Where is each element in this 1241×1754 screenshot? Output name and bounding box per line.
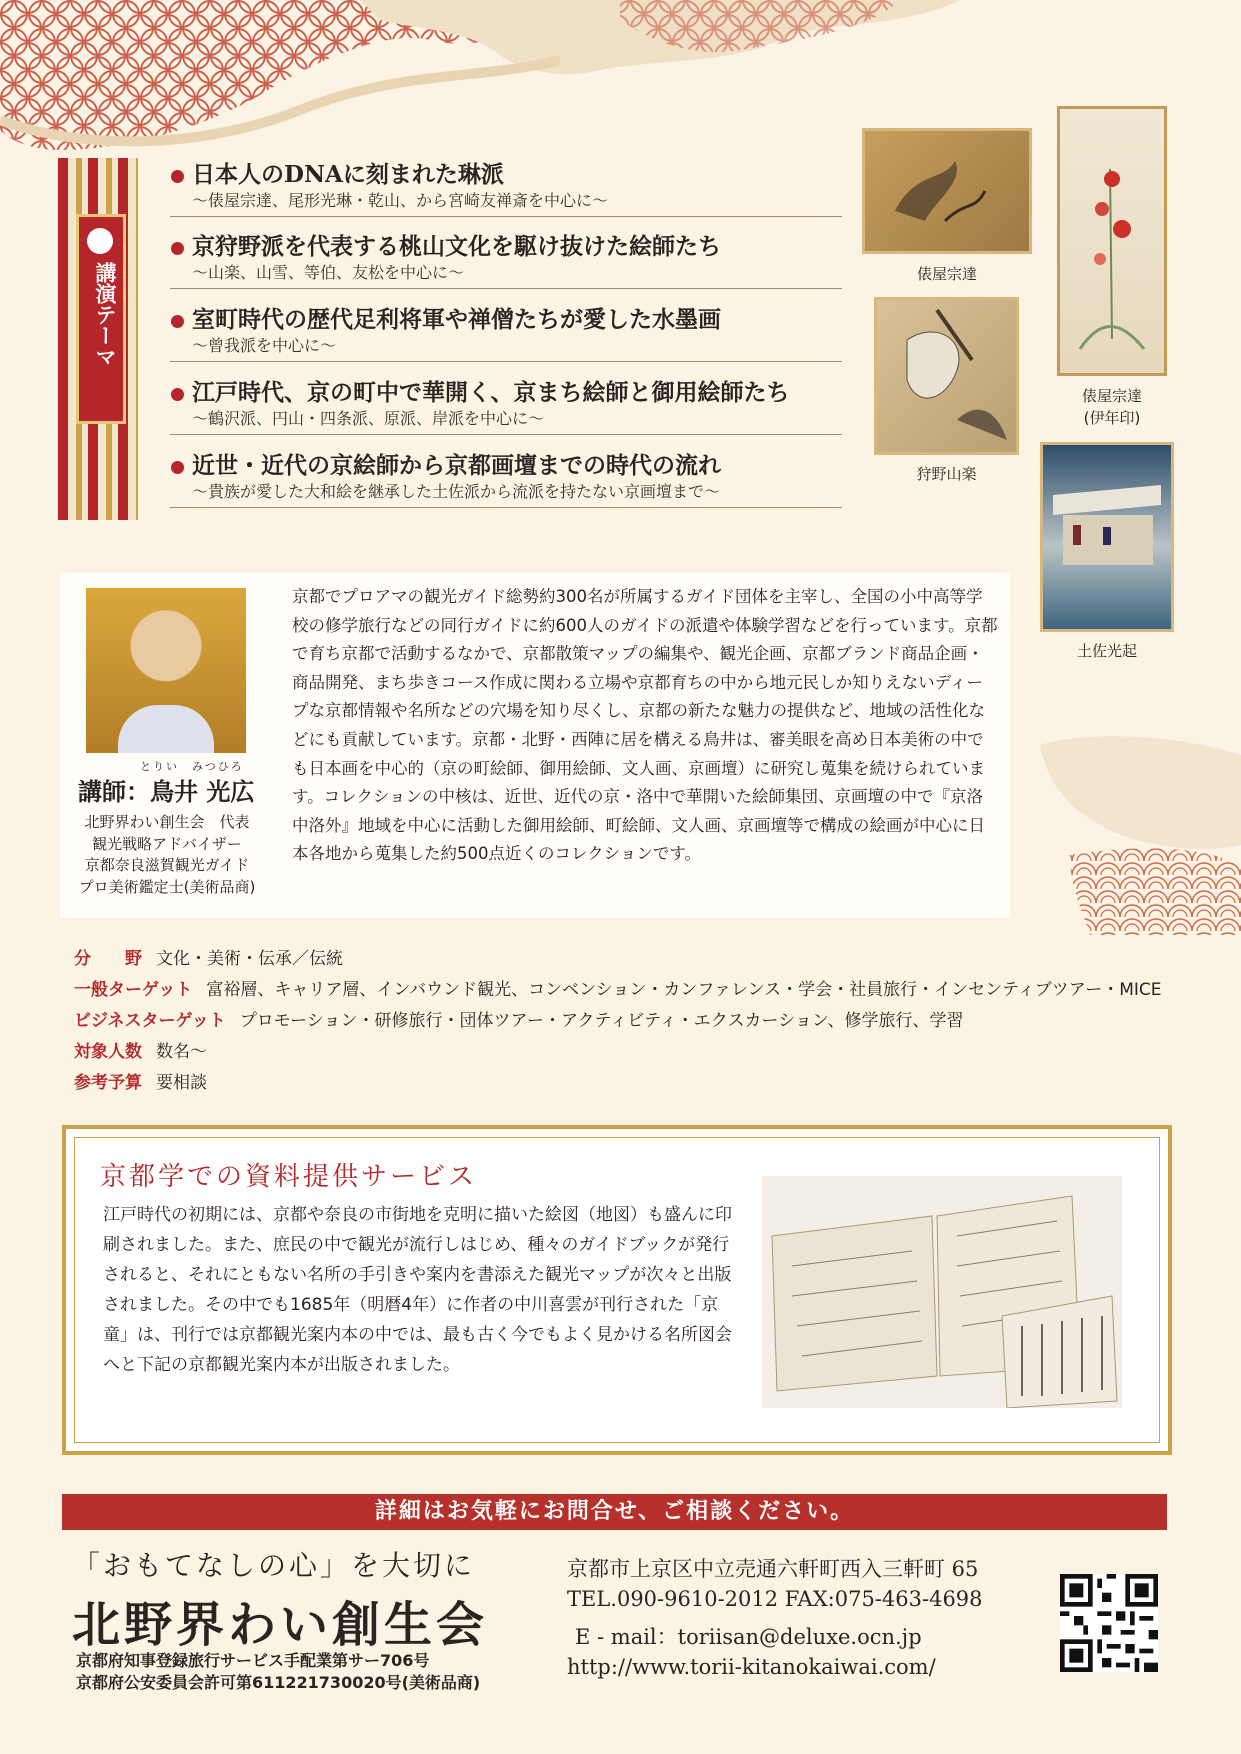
theme-title: 近世・近代の京絵師から京都画壇までの時代の流れ [170,451,842,481]
theme-subtitle: ～俵屋宗達、尾形光琳・乾山、から宮崎友禅斎を中心に～ [192,191,609,210]
theme-item [170,305,842,362]
themes-label: 講演テーマ [93,262,118,367]
speaker-name-text: 鳥井 光広 [150,777,255,806]
service-text: 江戸時代の初期には、京都や奈良の市街地を克明に描いた絵図（地図）も盛んに印刷されました。また、庶民の中で観光が流行しはじめ、種々のガイドブックが発行されると、それにともない名所の手引きや案内を書添えた観光マップが次々と出版されました。その中でも1685年（明暦4年）に作者の中川喜雲が刊行された「京童」は、刊行では京都観光案内本の中では、最も古く今でもよく見かける名所図会へと下記の京都観光案内本が出版されました。 [103,1205,732,1375]
painting-image [874,297,1019,455]
plum-flower-icon [87,228,113,254]
theme-subtitle: ～曾我派を中心に～ [192,336,337,355]
speaker-title-prefix: 講師： [78,777,150,806]
theme-title: 日本人のDNAに刻まれた琳派 [170,160,842,190]
theme-item [170,160,842,217]
speaker-bio: 京都でプロアマの観光ガイド総勢約300名が所属するガイド団体を主宰し、全国の小中高等学校の修学旅行などの同行ガイドに約600人のガイドの派遣や体験学習などを行っています。京都で育ち京都で活動するなかで、京都散策マップの編集や、観光企画、京都ブランド商品企画・商品開発、まち歩きコース作成に関わる立場や京都育ちの中から地元民しか知りえないディープな京都情報や名所などの穴場を知り尽くし、京都の新たな魅力の提供など、地域の活性化などにも貢献しています。京都・北野・西陣に居を構える鳥井は、審美眼を高め日本美術の中でも日本画を中心的（京の町絵師、御用絵師、文人画、京画壇）に研究し蒐集を続けられています。コレクションの中核は、近世、近代の京・洛中で華開いた絵師集団、京画壇の中で『京洛中洛外』地域を中心に活動した御用絵師、町絵師、文人画、京画壇等で構成の絵画が中心に日本各地から蒐集した約500点近くのコレクションです。 [292,587,998,864]
painting-image [1057,106,1167,376]
theme-subtitle: ～鶴沢派、円山・四条派、原派、岸派を中心に～ [192,409,545,428]
info-value: 数名～ [156,1042,207,1062]
phone-fax: TEL.090-9610-2012 FAX:075-463-4698 [567,1587,983,1611]
credential-item: プロ美術鑑定士(美術品商) [78,877,256,896]
credential-item: 観光戦略アドバイザー [92,834,242,853]
decorative-wave-pattern [0,0,1241,160]
info-label: 一般ターゲット [74,980,193,1000]
theme-item [170,451,842,508]
qr-code-icon[interactable] [1060,1574,1158,1672]
info-row [74,944,343,969]
painting-caption [1057,385,1167,429]
theme-title: 江戸時代、京の町中で華開く、京まち絵師と御用絵師たち [170,378,842,408]
service-title: 京都学での資料提供サービス [100,1162,478,1192]
credential-item: 北野界わい創生会 代表 [84,813,250,831]
theme-item [170,378,842,435]
decorative-pattern [1000,735,1241,935]
speaker-name-ruby: とりい みつひろ [140,760,244,773]
info-value: 文化・美術・伝承／伝統 [156,949,343,969]
slogan: 「おもてなしの心」を大切に [72,1549,476,1582]
theme-subtitle: ～貴族が愛した大和絵を継承した土佐派から流派を持たない京画壇まで～ [192,482,721,501]
email[interactable]: E - mail：toriisan@deluxe.ocn.jp [575,1625,922,1649]
theme-title: 京狩野派を代表する桃山文化を駆け抜けた絵師たち [170,232,842,262]
painting-image [1040,442,1174,632]
theme-subtitle: ～山楽、山雪、等伯、友松を中心に～ [192,263,465,282]
credential-item: 京都奈良滋賀観光ガイド [84,856,250,874]
license-line: 京都府知事登録旅行サービス手配業第サー706号 [76,1651,430,1670]
painting-caption: 狩野山楽 [916,465,977,483]
website-url[interactable]: http://www.torii-kitanokaiwai.com/ [567,1655,936,1679]
painting-caption-line: (伊年印) [1083,409,1141,427]
old-guidebook-image [762,1176,1122,1408]
info-row [74,1037,207,1062]
theme-title: 室町時代の歴代足利将軍や禅僧たちが愛した水墨画 [170,305,842,335]
theme-item [170,232,842,289]
info-label: 分 野 [74,949,142,969]
painting-caption: 俵屋宗達 [916,265,977,283]
info-label: 対象人数 [74,1042,142,1062]
painting-caption: 土佐光起 [1076,642,1137,660]
organization-name: 北野界わい創生会 [72,1597,489,1653]
info-value: プロモーション・研修旅行・団体ツアー・アクティビティ・エクスカーション、修学旅行、学習 [239,1011,964,1031]
info-value: 富裕層、キャリア層、インバウンド観光、コンベンション・カンファレンス・学会・社員旅行・インセンティブツアー・MICE [206,980,1162,1000]
info-label: 参考予算 [74,1073,142,1093]
info-row [74,1006,964,1031]
info-value: 要相談 [156,1073,207,1093]
address: 京都市上京区中立売通六軒町西入三軒町 65 [567,1557,979,1581]
speaker-credentials [62,812,272,898]
painting-image [862,128,1032,254]
license-line: 京都府公安委員会許可第611221730020号(美術品商) [76,1673,481,1692]
info-label: ビジネスターゲット [74,1011,226,1031]
painting-caption-line: 俵屋宗達 [1081,387,1142,405]
info-row [74,1068,207,1093]
contact-banner: 詳細はお気軽にお問合せ、ご相談ください。 [62,1494,1167,1530]
info-row [74,975,1162,1000]
speaker-name [78,772,254,807]
